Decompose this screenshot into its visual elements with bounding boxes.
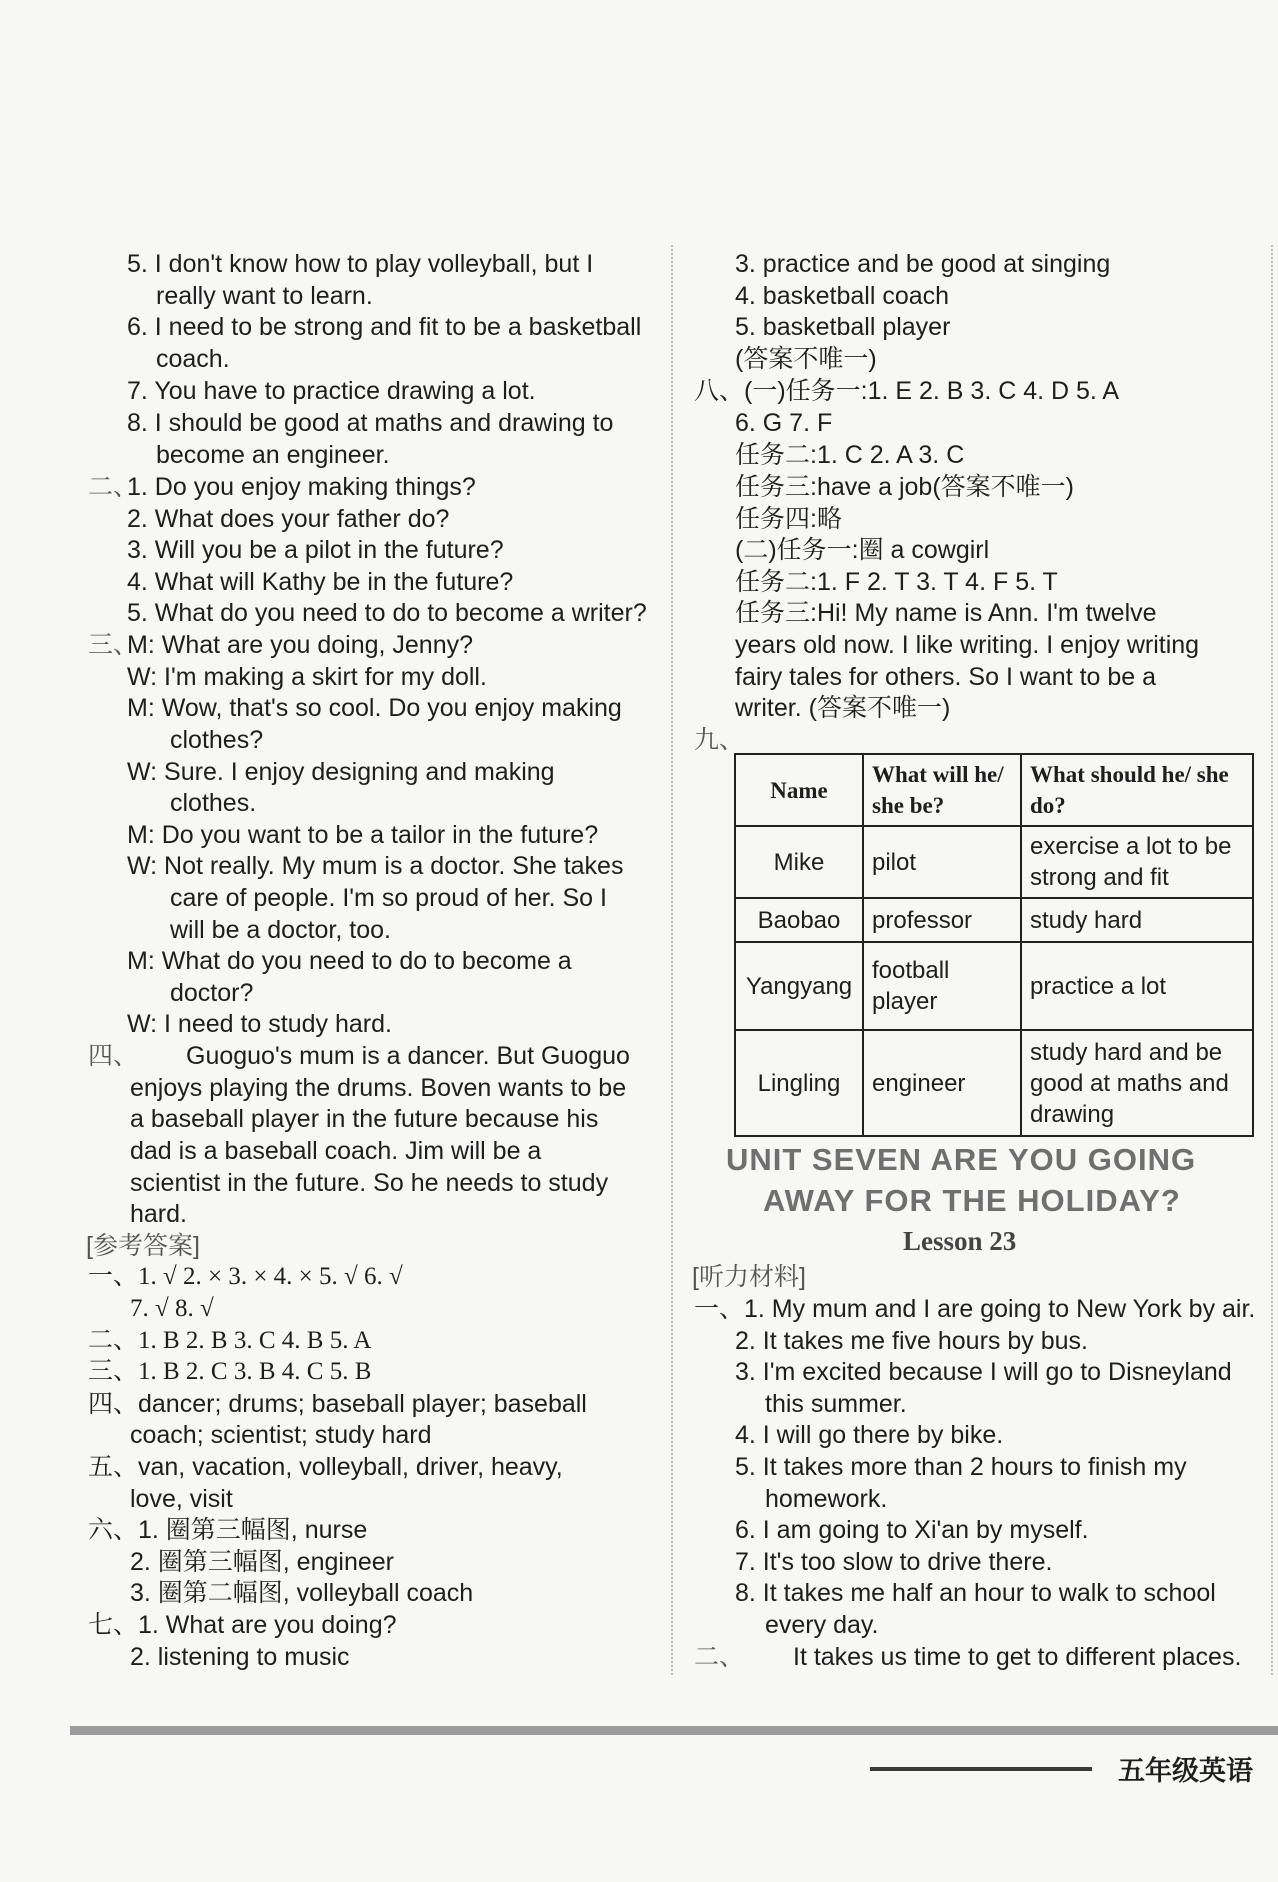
table-cell: engineer [863, 1030, 1021, 1136]
dialogue-line: W: I need to study hard. [127, 1010, 392, 1038]
script-line: 7. It's too slow to drive there. [735, 1548, 1053, 1576]
answer-line: 三、1. B 2. C 3. B 4. C 5. B [88, 1358, 372, 1385]
dialogue-line: care of people. I'm so proud of her. So I [170, 884, 607, 912]
table-cell: Baobao [735, 898, 863, 942]
dialogue-line: doctor? [170, 979, 254, 1007]
script-line: 2. It takes me five hours by bus. [735, 1327, 1088, 1355]
table-header-cell: What should he/ she do? [1021, 754, 1253, 826]
answer-line: 4. basketball coach [735, 282, 950, 310]
footer-label: 五年级英语 [1118, 1756, 1253, 1786]
section-number: 二、 [88, 473, 139, 501]
dialogue-line: M: Do you want to be a tailor in the future? [127, 821, 599, 849]
answer-line: 任务二:1. C 2. A 3. C [735, 441, 965, 469]
text-line: 8. I should be good at maths and drawing to [127, 409, 614, 437]
dialogue-line: M: What do you need to do to become a [127, 947, 572, 975]
passage-line: a baseball player in the future because his [130, 1105, 599, 1133]
script-line: 5. It takes more than 2 hours to finish my [735, 1453, 1187, 1481]
answer-line: love, visit [130, 1485, 233, 1513]
dialogue-line: M: What are you doing, Jenny? [127, 631, 474, 659]
answer-line: 七、1. What are you doing? [88, 1611, 397, 1639]
table-cell: Yangyang [735, 942, 863, 1030]
answer-line: 任务二:1. F 2. T 3. T 4. F 5. T [735, 568, 1058, 596]
text-line: really want to learn. [156, 282, 373, 310]
passage-line: dad is a baseball coach. Jim will be a [130, 1137, 542, 1165]
text-line: become an engineer. [156, 441, 390, 469]
unit-title: UNIT SEVEN ARE YOU GOING [726, 1142, 1197, 1177]
answer-line: 5. basketball player [735, 313, 951, 341]
answer-line: 任务三:Hi! My name is Ann. I'm twelve [735, 599, 1157, 627]
answer-heading: [参考答案] [86, 1232, 200, 1260]
table-cell: professor [863, 898, 1021, 942]
career-table [734, 753, 1254, 1137]
answer-line: 六、1. 圈第三幅图, nurse [88, 1516, 368, 1544]
column-divider [1271, 245, 1273, 1675]
text-line: 4. What will Kathy be in the future? [127, 568, 514, 596]
table-cell: Mike [735, 826, 863, 898]
answer-line: 任务四:略 [735, 505, 842, 533]
dialogue-line: clothes? [170, 726, 264, 754]
answer-line: 五、van, vacation, volleyball, driver, heavy, [88, 1453, 563, 1481]
script-line: 8. It takes me half an hour to walk to school [735, 1579, 1216, 1607]
answer-line: 6. G 7. F [735, 409, 833, 437]
answer-line: (二)任务一:圈 a cowgirl [735, 536, 990, 564]
table-row [735, 1030, 1253, 1136]
table-row [735, 826, 1253, 898]
answer-line: coach; scientist; study hard [130, 1421, 432, 1449]
text-line: 6. I need to be strong and fit to be a basketball [127, 313, 642, 341]
answer-line: 二、1. B 2. B 3. C 4. B 5. A [88, 1327, 372, 1354]
dialogue-line: clothes. [170, 789, 257, 817]
table-cell: practice a lot [1021, 942, 1253, 1030]
text-line: 2. What does your father do? [127, 505, 450, 533]
text-line: 1. Do you enjoy making things? [127, 473, 476, 501]
table-header-cell: Name [735, 754, 863, 826]
table-header-row [735, 754, 1253, 826]
text-line: coach. [156, 345, 230, 373]
answer-line: 2. 圈第三幅图, engineer [130, 1548, 394, 1576]
dialogue-line: W: I'm making a skirt for my doll. [127, 663, 487, 691]
table-cell: exercise a lot to be strong and fit [1021, 826, 1253, 898]
answer-line: 一、1. √ 2. × 3. × 4. × 5. √ 6. √ [88, 1263, 403, 1290]
answer-line: 任务三:have a job(答案不唯一) [735, 473, 1074, 501]
script-line: homework. [765, 1485, 888, 1513]
dialogue-line: W: Sure. I enjoy designing and making [127, 758, 555, 786]
table-cell: football player [863, 942, 1021, 1030]
answer-line: 四、dancer; drums; baseball player; baseball [88, 1390, 587, 1418]
script-line: this summer. [765, 1390, 907, 1418]
section-number: 九、 [694, 726, 745, 754]
script-line: 4. I will go there by bike. [735, 1421, 1004, 1449]
text-line: 3. Will you be a pilot in the future? [127, 536, 504, 564]
dialogue-line: will be a doctor, too. [170, 916, 391, 944]
table-row [735, 898, 1253, 942]
section-number: 三、 [88, 631, 139, 659]
text-line: 5. I don't know how to play volleyball, but I [127, 250, 594, 278]
section-number: 四、 [88, 1042, 139, 1070]
table-header-cell: What will he/ she be? [863, 754, 1021, 826]
dialogue-line: M: Wow, that's so cool. Do you enjoy making [127, 694, 622, 722]
script-line: It takes us time to get to different places. [793, 1643, 1242, 1671]
answer-line: writer. (答案不唯一) [735, 694, 951, 722]
script-line: 3. I'm excited because I will go to Disneyland [735, 1358, 1232, 1386]
answer-line: 2. listening to music [130, 1643, 350, 1671]
text-line: 5. What do you need to do to become a writer? [127, 599, 647, 627]
passage-line: enjoys playing the drums. Boven wants to be [130, 1074, 627, 1102]
answer-line: (答案不唯一) [735, 345, 877, 373]
answer-line: 7. √ 8. √ [130, 1295, 214, 1322]
table-cell: study hard [1021, 898, 1253, 942]
answer-line: 3. 圈第二幅图, volleyball coach [130, 1579, 474, 1607]
column-divider [671, 245, 673, 1675]
answer-line: years old now. I like writing. I enjoy writing [735, 631, 1200, 659]
passage-line: hard. [130, 1200, 187, 1228]
answer-line: 八、(一)任务一:1. E 2. B 3. C 4. D 5. A [694, 377, 1120, 405]
lesson-heading: Lesson 23 [903, 1226, 1017, 1256]
table-row [735, 942, 1253, 1030]
dialogue-line: W: Not really. My mum is a doctor. She takes [127, 852, 624, 880]
table-cell: study hard and be good at maths and drawing [1021, 1030, 1253, 1136]
unit-subtitle: AWAY FOR THE HOLIDAY? [763, 1183, 1181, 1218]
script-line: every day. [765, 1611, 879, 1639]
text-line: 7. You have to practice drawing a lot. [127, 377, 536, 405]
footer-rule [870, 1767, 1092, 1771]
table-cell: pilot [863, 826, 1021, 898]
passage-line: Guoguo's mum is a dancer. But Guoguo [186, 1042, 630, 1070]
passage-line: scientist in the future. So he needs to study [130, 1169, 609, 1197]
listening-heading: [听力材料] [692, 1263, 806, 1291]
footer-bar [70, 1726, 1278, 1735]
script-line: 一、1. My mum and I are going to New York by air. [694, 1295, 1256, 1323]
section-number: 二、 [694, 1643, 745, 1671]
answer-line: fairy tales for others. So I want to be a [735, 663, 1157, 691]
script-line: 6. I am going to Xi'an by myself. [735, 1516, 1089, 1544]
table-cell: Lingling [735, 1030, 863, 1136]
answer-line: 3. practice and be good at singing [735, 250, 1111, 278]
